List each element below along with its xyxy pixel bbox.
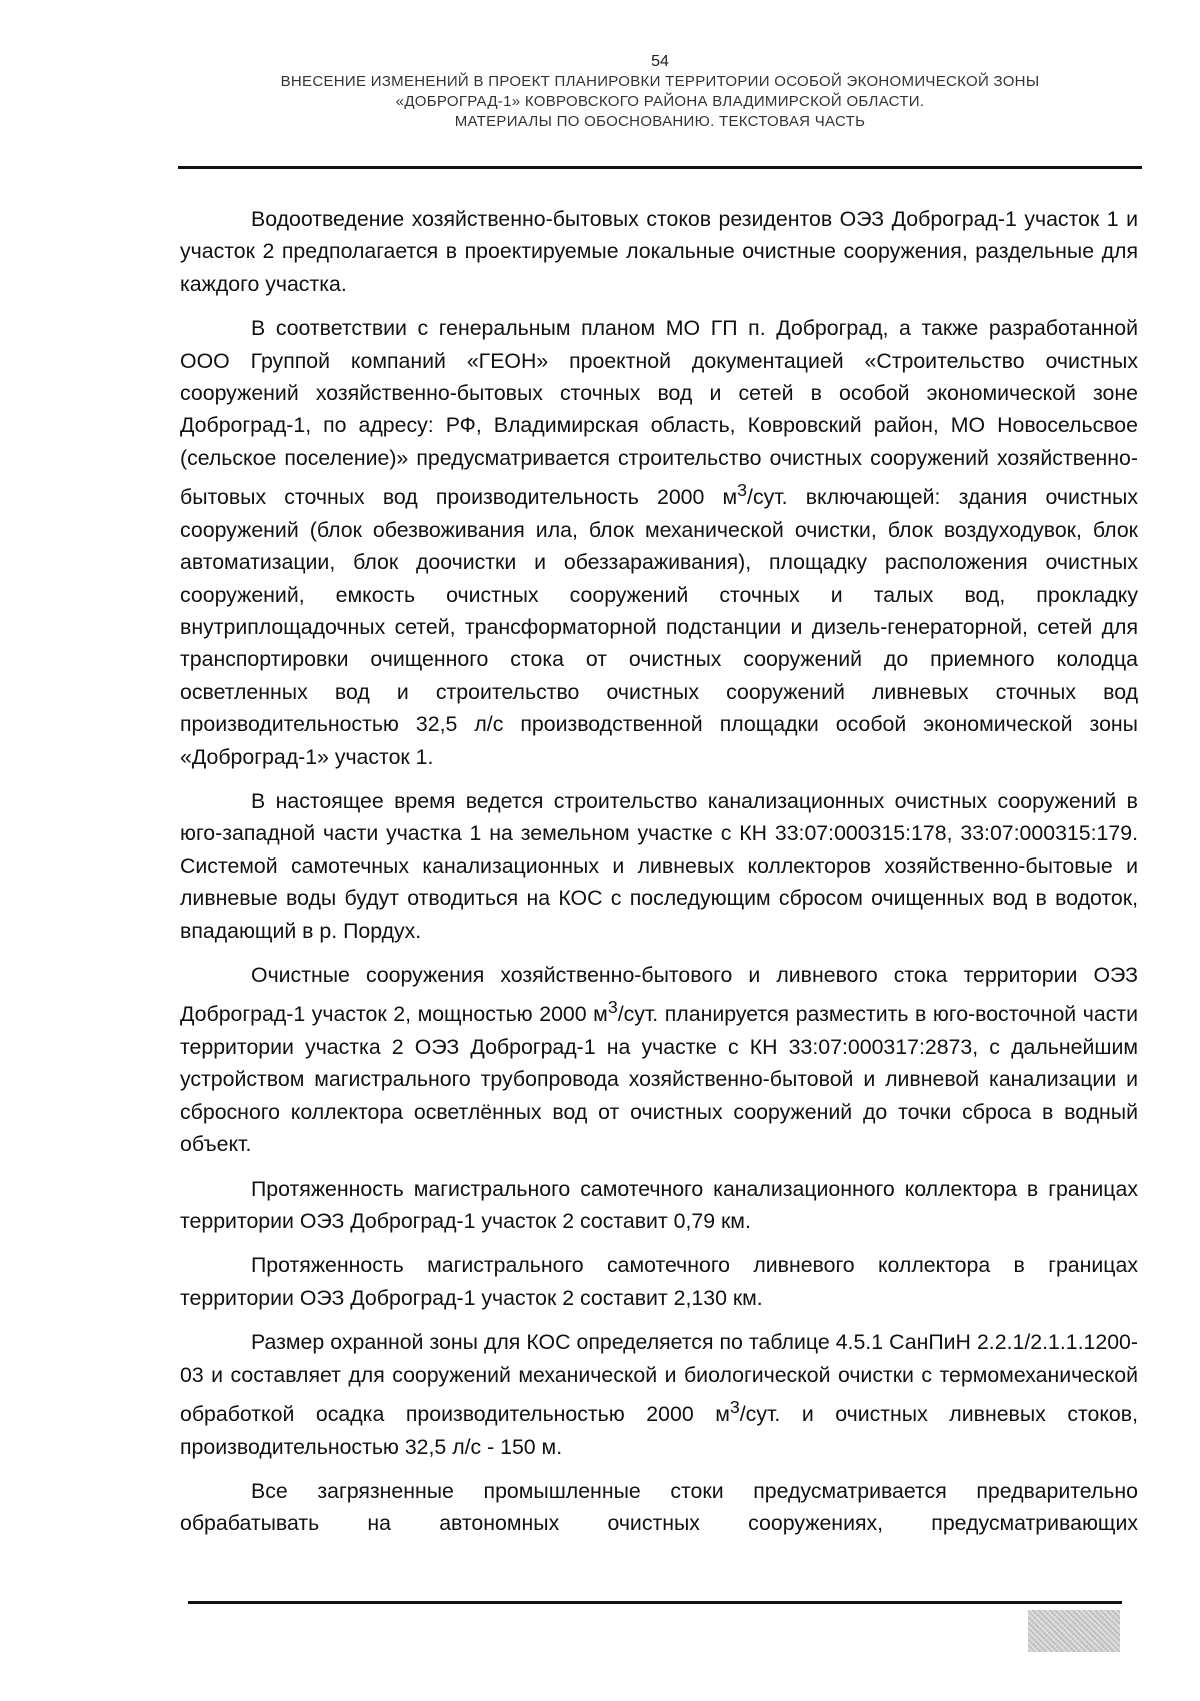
paragraph-text: Очистные сооружения хозяйственно-бытового и ливневого стока территории ОЭЗ Доброград-1 участок 2, мощностью 2000 м: [180, 963, 1138, 1027]
paragraph-text: Размер охранной зоны для КОС определяется по таблице 4.5.1 СанПиН 2.2.1/2.1.1.1200-03 и составляет для сооружений механической и биологической очистки с термомеханической обработкой осадка производительностью 2000 м: [180, 1330, 1138, 1427]
superscript: 3: [729, 1397, 740, 1417]
paragraph-site-2-treatment: [180, 959, 1138, 1161]
page-header: [180, 52, 1140, 132]
header-divider: [178, 166, 1142, 169]
document-body: [180, 203, 1138, 1540]
paragraph-general-plan: [180, 312, 1138, 773]
header-title-line-3: МАТЕРИАЛЫ ПО ОБОСНОВАНИЮ. ТЕКСТОВАЯ ЧАСТЬ: [454, 113, 866, 130]
paragraph-sewer-collector-length: Протяженность магистрального самотечного канализационного коллектора в границах территории ОЭЗ Доброград-1 участок 2 составит 0,79 км.: [180, 1176, 1138, 1233]
paragraph-wastewater-disposal: Водоотведение хозяйственно-бытовых стоков резидентов ОЭЗ Доброград-1 участок 1 и участок 2 предполагается в проектируемые локальные очистные сооружения, раздельные для каждого участка.: [180, 207, 1138, 296]
paragraph-protection-zone: [180, 1326, 1138, 1463]
header-title-line-2: «ДОБРОГРАД-1» КОВРОВСКОГО РАЙОНА ВЛАДИМИРСКОЙ ОБЛАСТИ.: [395, 93, 925, 110]
scan-artifact: [1028, 1610, 1120, 1652]
paragraph-text: /сут. включающей: здания очистных сооружений (блок обезвоживания ила, блок механической очистки, блок воздуходувок, блок автоматизации, блок доочистки и обеззараживания), площадку расположения очистных сооружений, емкость очистных сооружений сточных и талых вод, прокладку внутриплощадочных сетей, трансформаторной подстанции и дизель-генераторной, сетей для транспортировки очищенного стока от очистных сооружений до приемного колодца осветленных вод и строительство очистных сооружений ливневых сточных вод производительностью 32,5 л/с производственной площадки особой экономической зоны «Доброград-1» участок 1.: [180, 485, 1138, 769]
footer-divider: [188, 1601, 1122, 1604]
paragraph-text: /сут. и очистных ливневых стоков, производительностью 32,5 л/с - 150 м.: [180, 1402, 1139, 1459]
paragraph-text: В соответствии с генеральным планом МО ГП п. Доброград, а также разработанной ООО Группой компаний «ГЕОН» проектной документацией «Строительство очистных сооружений хозяйственно-бытовых сточных вод и сетей в особой экономической зоне Доброград-1, по адресу: РФ, Владимирская область, Ковровский район, МО Новосельсвое (сельское поселение)» предусматривается строительство очистных сооружений хозяйственно-бытовых сточных вод производительность 2000 м: [180, 316, 1138, 510]
paragraph-storm-collector-length: Протяженность магистрального самотечного ливневого коллектора в границах территории ОЭЗ Доброград-1 участок 2 составит 2,130 км.: [180, 1253, 1138, 1310]
superscript: 3: [737, 480, 748, 501]
header-title-line-1: ВНЕСЕНИЕ ИЗМЕНЕНИЙ В ПРОЕКТ ПЛАНИРОВКИ ТЕРРИТОРИИ ОСОБОЙ ЭКОНОМИЧЕСКОЙ ЗОНЫ: [280, 73, 1040, 90]
paragraph-industrial-effluent: Все загрязненные промышленные стоки предусматривается предварительно обрабатывать на автономных очистных сооружениях, предусматривающих: [180, 1478, 1138, 1536]
paragraph-current-construction: В настоящее время ведется строительство канализационных очистных сооружений в юго-западной части участка 1 на земельном участке с КН 33:07:000315:178, 33:07:000315:179. Системой самотечных канализационных и ливневых коллекторов хозяйственно-бытовые и ливневые воды будут отводиться на КОС с последующим сбросом очищенных вод в водоток, впадающий в р. Пордух.: [180, 789, 1138, 943]
page-number: 54: [651, 53, 669, 70]
paragraph-text: /сут. планируется разместить в юго-восточной части территории участка 2 ОЭЗ Доброград-1 на участке с КН 33:07:000317:2873, с дальнейшим устройством магистрального трубопровода хозяйственно-бытовой и ливневой канализации и сбросного коллектора осветлённых вод от очистных сооружений до точки сброса в водный объект.: [180, 1002, 1138, 1157]
superscript: 3: [607, 997, 618, 1018]
